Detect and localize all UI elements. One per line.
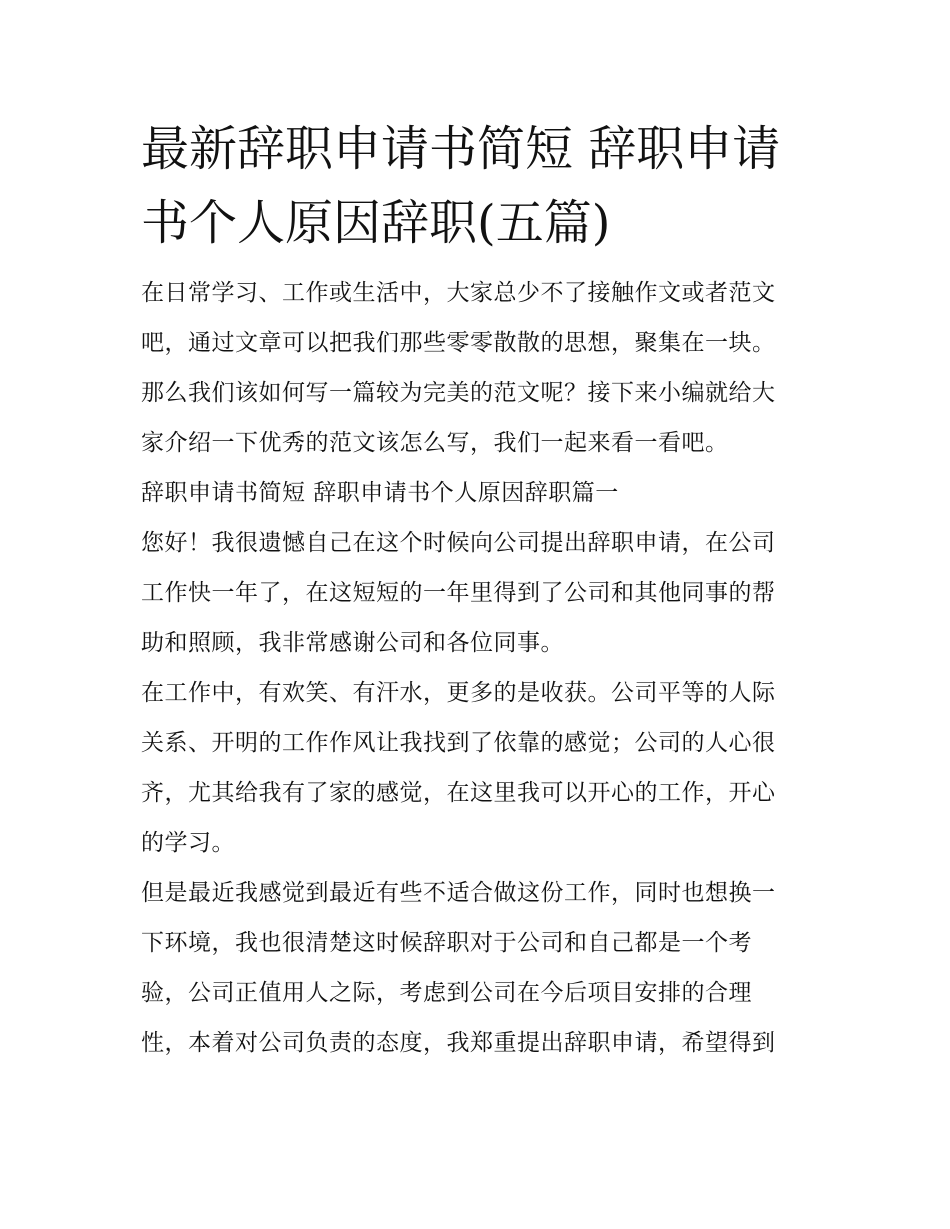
document-content <box>141 112 816 1068</box>
title-line-1: 最新辞职申请书简短 辞职申请 <box>141 121 781 177</box>
text-line: 在工作中，有欢笑、有汗水，更多的是收获。公司平等的人际 <box>141 680 776 706</box>
text-line: 在日常学习、工作或生活中，大家总少不了接触作文或者范文 <box>141 280 776 306</box>
text-line: 家介绍一下优秀的范文该怎么写，我们一起来看一看吧。 <box>141 430 729 456</box>
text-line: 那么我们该如何写一篇较为完美的范文呢？接下来小编就给大 <box>141 380 776 406</box>
text-line: 吧，通过文章可以把我们那些零零散散的思想，聚集在一块。 <box>141 330 776 356</box>
section-heading <box>141 468 816 518</box>
body-paragraph-1 <box>141 518 816 668</box>
text-line: 齐，尤其给我有了家的感觉，在这里我可以开心的工作，开心 <box>141 780 776 806</box>
title-line-2: 书个人原因辞职(五篇) <box>141 195 611 251</box>
text-line: 辞职申请书简短 辞职申请书个人原因辞职篇一 <box>141 480 619 506</box>
text-line: 验，公司正值用人之际，考虑到公司在今后项目安排的合理 <box>141 980 752 1006</box>
text-line: 下环境，我也很清楚这时候辞职对于公司和自己都是一个考 <box>141 930 752 956</box>
text-line: 的学习。 <box>141 830 235 856</box>
body-paragraph-2 <box>141 668 816 868</box>
intro-paragraph <box>141 268 816 468</box>
text-line: 您好！我很遗憾自己在这个时候向公司提出辞职申请，在公司 <box>141 530 776 556</box>
text-line: 助和照顾，我非常感谢公司和各位同事。 <box>141 630 564 656</box>
text-line: 关系、开明的工作作风让我找到了依靠的感觉；公司的人心很 <box>141 730 776 756</box>
text-line: 工作快一年了，在这短短的一年里得到了公司和其他同事的帮 <box>141 580 776 606</box>
text-line: 性，本着对公司负责的态度，我郑重提出辞职申请，希望得到 <box>141 1030 776 1056</box>
document-title <box>141 112 816 260</box>
text-line: 但是最近我感觉到最近有些不适合做这份工作，同时也想换一 <box>141 880 776 906</box>
body-paragraph-3 <box>141 868 816 1068</box>
